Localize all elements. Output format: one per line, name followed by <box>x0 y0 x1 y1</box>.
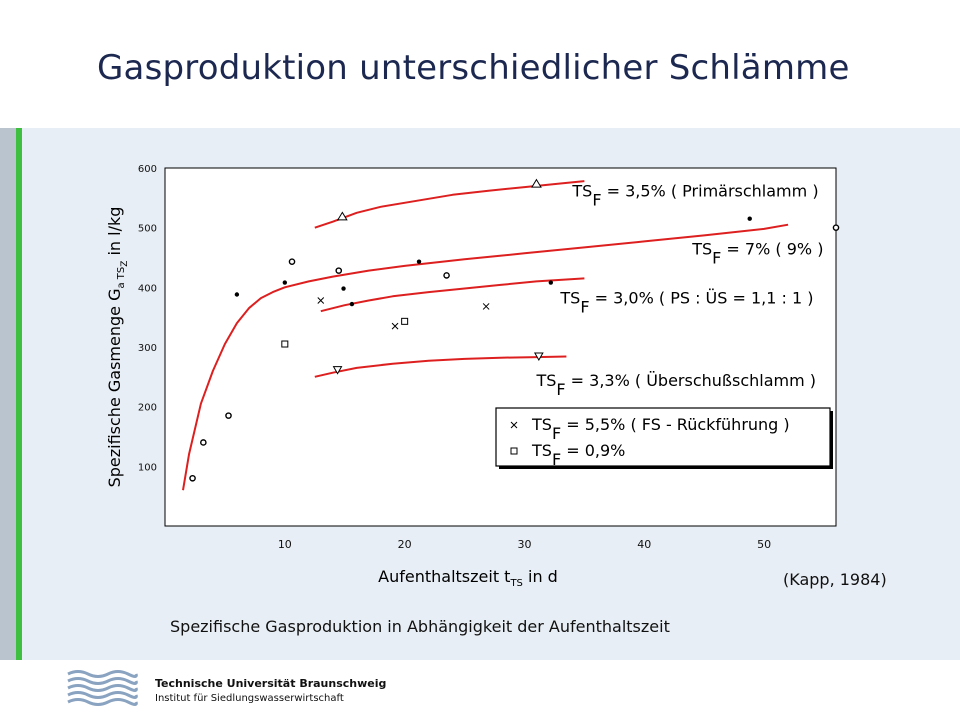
y-tick-label: 500 <box>137 223 157 235</box>
y-tick-label: 100 <box>137 462 157 474</box>
x-tick-label: 30 <box>517 538 532 551</box>
label-base: TS <box>572 181 593 201</box>
label-base: TS <box>560 288 581 308</box>
data-point-star <box>748 217 752 221</box>
chart-legend <box>496 408 833 469</box>
label-rest: = 5,5% ( FS - Rückführung ) <box>561 415 790 434</box>
y-axis-title-unit: in l/kg <box>105 206 124 261</box>
x-tick-label: 40 <box>637 538 652 551</box>
y-axis-title-sub: a TS <box>116 266 127 289</box>
data-point-square <box>511 448 517 454</box>
data-point-circle <box>190 476 195 481</box>
y-axis-title-subsub: Z <box>120 260 130 267</box>
x-tick-label: 10 <box>277 538 292 551</box>
data-point-star <box>417 259 421 263</box>
y-axis-title <box>105 207 130 488</box>
label-rest: = 7% ( 9% ) <box>721 239 824 259</box>
data-point-star <box>341 286 345 290</box>
plot-frame <box>165 168 836 526</box>
footer-university: Technische Universität Braunschweig <box>155 677 387 690</box>
data-point-circle <box>201 440 206 445</box>
x-axis-title-sub: TS <box>510 578 523 589</box>
data-point-circle <box>444 273 449 278</box>
data-point-star <box>283 280 287 284</box>
y-tick-label: 200 <box>137 402 157 414</box>
data-point-circle <box>289 259 294 264</box>
source-citation: (Kapp, 1984) <box>783 570 887 589</box>
y-axis-title-main: Spezifische Gasmenge G <box>105 288 124 488</box>
university-logo-icon <box>66 668 138 708</box>
data-point-star <box>549 280 553 284</box>
data-point-circle <box>226 413 231 418</box>
footer-institute: Institut für Siedlungswasserwirtschaft <box>155 693 344 704</box>
data-point-circle <box>336 268 341 273</box>
label-base: TS <box>532 415 552 434</box>
x-tick-label: 50 <box>757 538 772 551</box>
y-tick-label: 600 <box>137 164 157 175</box>
x-axis-title-unit: in d <box>522 567 558 586</box>
label-rest: = 3,0% ( PS : ÜS = 1,1 : 1 ) <box>589 288 814 308</box>
x-tick-label: 20 <box>397 538 412 551</box>
label-sub: F <box>580 297 590 317</box>
x-axis-title-main: Aufenthaltszeit t <box>378 567 511 586</box>
label-base: TS <box>692 239 713 259</box>
label-sub: F <box>556 379 566 399</box>
label-sub: F <box>592 190 602 210</box>
label-sub: F <box>712 248 722 268</box>
y-tick-label: 400 <box>137 283 157 295</box>
data-point-square <box>402 318 408 324</box>
data-point-star <box>235 292 239 296</box>
page-title: Gasproduktion unterschiedlicher Schlämme <box>97 48 850 88</box>
figure-caption: Spezifische Gasproduktion in Abhängigkeit der Aufenthaltszeit <box>170 617 670 636</box>
label-rest: = 3,3% ( Überschußschlamm ) <box>565 370 817 390</box>
y-tick-label: 300 <box>137 343 157 354</box>
label-rest: = 3,5% ( Primärschlamm ) <box>601 181 819 201</box>
data-point-square <box>282 341 288 347</box>
x-axis-title <box>378 567 558 589</box>
label-base: TS <box>536 370 557 390</box>
data-point-circle <box>833 225 838 230</box>
label-sub: F <box>551 450 562 469</box>
gas-production-chart <box>0 128 960 598</box>
label-base: TS <box>532 441 552 460</box>
label-rest: = 0,9% <box>561 441 626 460</box>
data-point-star <box>350 302 354 306</box>
label-sub: F <box>551 424 562 443</box>
